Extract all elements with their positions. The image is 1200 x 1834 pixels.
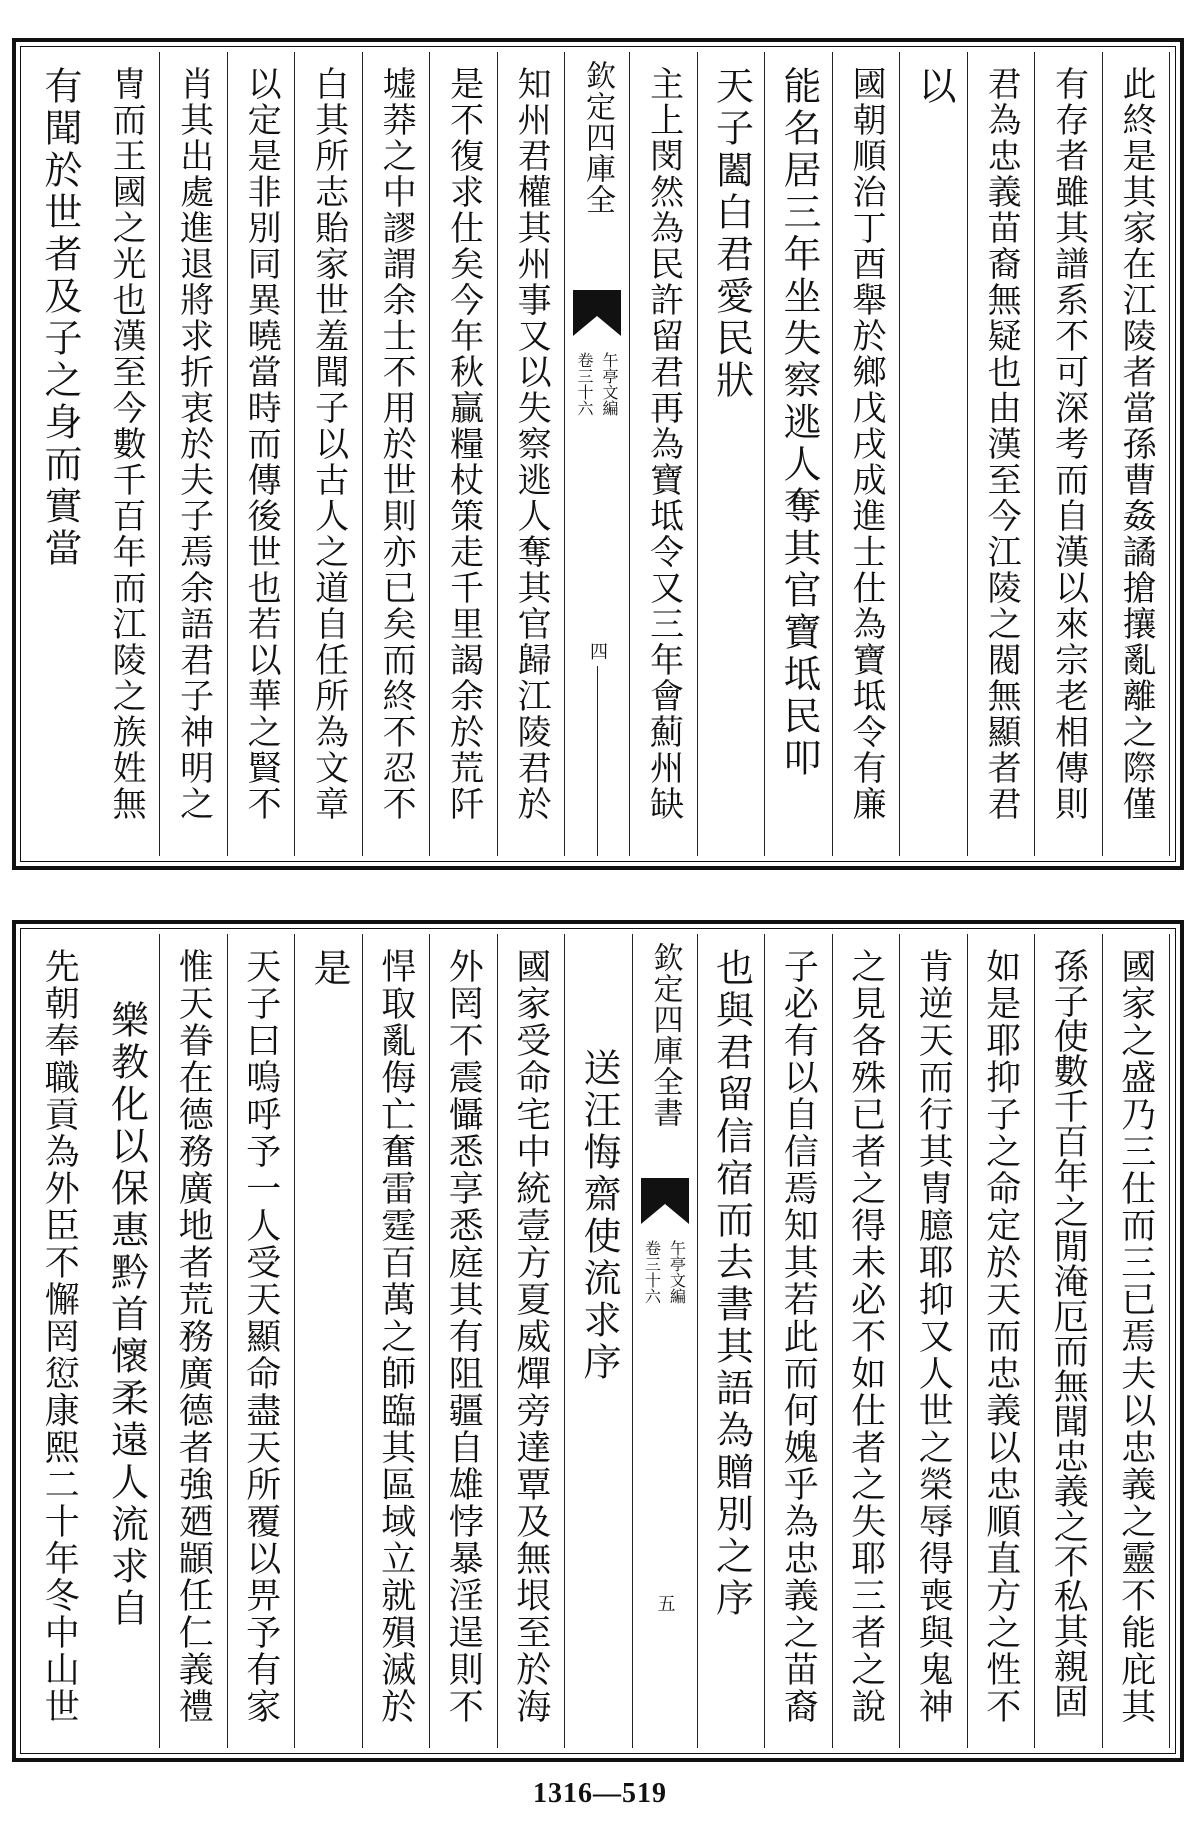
text-column xyxy=(630,52,698,856)
center-subtitle xyxy=(573,352,621,416)
text-column xyxy=(1103,934,1171,1748)
top-page-panel xyxy=(12,38,1184,870)
column-text: 白其所志貽家世羞聞子以古人之道自任所為文章 xyxy=(308,66,349,822)
column-text: 惟天眷在德務廣地者荒務廣德者強廼顓任仁義禮 xyxy=(173,948,214,1725)
text-column xyxy=(498,52,566,856)
column-text: 孫子使數千百年之閒淹厄而無聞忠義之不私其親固 xyxy=(1048,948,1089,1718)
text-column xyxy=(26,934,93,1748)
column-text: 天子闔白君愛民狀 xyxy=(709,66,754,402)
text-column xyxy=(900,934,968,1748)
center-subtitle-work: 午亭文編 xyxy=(600,352,619,416)
column-text: 能名居三年坐失察逃人奪其官寶坻民叩 xyxy=(777,66,822,780)
column-text: 樂教化以保惠黔首懷柔遠人流求自 xyxy=(104,1000,149,1630)
column-text: 外罔不震懾悉享悉庭其有阻疆自雄悖暴淫逞則不 xyxy=(443,948,484,1725)
center-leaf-number: 四 xyxy=(587,642,608,660)
column-text: 肖其出處進退將求折衷於夫子焉余語君子神明之 xyxy=(173,66,214,822)
text-column xyxy=(968,934,1036,1748)
column-text: 肯逆天而行其冑臆耶抑又人世之榮辱得喪與鬼神 xyxy=(913,948,954,1725)
column-text: 冑而王國之光也漢至今數千百年而江陵之族姓無 xyxy=(106,66,147,822)
text-column xyxy=(363,52,431,856)
column-text: 子必有以自信焉知其若此而何媿乎為忠義之苗裔 xyxy=(778,948,819,1725)
text-column xyxy=(93,934,161,1748)
text-column xyxy=(498,934,566,1748)
column-text: 國家受命宅中統壹方夏威燀旁達覃及無垠至於海 xyxy=(510,948,551,1725)
column-text: 如是耶抑子之命定於天而忠義以忠順直方之性不 xyxy=(980,948,1021,1725)
text-column xyxy=(430,934,498,1748)
column-text: 墟莽之中謬謂余士不用於世則亦已矣而終不忍不 xyxy=(376,66,417,822)
text-column xyxy=(833,934,901,1748)
text-column xyxy=(93,52,161,856)
column-text: 之見各殊已者之得未必不如仕者之失耶三者之說 xyxy=(845,948,886,1725)
column-text: 以 xyxy=(912,66,957,108)
text-column xyxy=(295,52,363,856)
center-leaf-number: 五 xyxy=(654,1594,676,1612)
center-fold-column xyxy=(565,52,630,856)
column-text: 此終是其家在江陵者當孫曹姦譎搶攘亂離之際僅 xyxy=(1116,66,1157,822)
center-subtitle-juan: 卷三十六 xyxy=(575,352,594,416)
center-subtitle-juan: 卷三十六 xyxy=(642,1240,662,1304)
text-column xyxy=(1103,52,1171,856)
text-column xyxy=(698,934,766,1748)
text-column xyxy=(160,52,228,856)
text-column xyxy=(26,52,93,856)
column-text: 君為忠義苗裔無疑也由漢至今江陵之閥無顯者君 xyxy=(981,66,1022,822)
column-text: 天子曰嗚呼予一人受天顯命盡天所覆以畀予有家 xyxy=(240,948,281,1725)
column-text: 以定是非別同異曉當時而傳後世也若以華之賢不 xyxy=(241,66,282,822)
column-text: 先朝奉職貢為外臣不懈罔愆康熙二十年冬中山世 xyxy=(39,948,80,1725)
text-column xyxy=(900,52,968,856)
bottom-columns xyxy=(26,934,1170,1748)
center-subtitle-work: 午亭文編 xyxy=(667,1240,687,1304)
column-text: 悍取亂侮亡奮雷霆百萬之師臨其區域立就殞滅於 xyxy=(375,948,416,1725)
text-column xyxy=(765,934,833,1748)
text-column xyxy=(765,52,833,856)
text-column xyxy=(565,934,633,1748)
text-column xyxy=(833,52,901,856)
column-text: 知州君權其州事又以失察逃人奪其官歸江陵君於 xyxy=(511,66,552,822)
center-fold-column xyxy=(633,934,698,1748)
column-text: 有聞於世者及子之身而實當 xyxy=(38,66,83,570)
text-column xyxy=(968,52,1036,856)
essay-title: 送汪悔齋使流求序 xyxy=(577,1048,622,1384)
column-text: 也與君留信宿而去書其語為贈別之序 xyxy=(709,948,754,1620)
column-text: 主上閔然為民許留君再為寶坻令又三年會薊州缺 xyxy=(643,66,684,822)
center-subtitle xyxy=(641,1240,689,1304)
text-column xyxy=(698,52,766,856)
text-column xyxy=(160,934,228,1748)
center-rule xyxy=(597,666,598,856)
bottom-page-panel xyxy=(12,920,1184,1762)
text-column xyxy=(228,934,296,1748)
column-text: 國朝順治丁酉舉於鄉戊戌成進士仕為寶坻令有廉 xyxy=(846,66,887,822)
center-book-title: 欽定四庫全書 xyxy=(647,942,683,1128)
fish-tail-ornament xyxy=(573,290,621,336)
column-text: 是 xyxy=(307,948,352,990)
column-text: 國家之盛乃三仕而三已焉夫以忠義之靈不能庇其 xyxy=(1115,948,1156,1725)
center-book-title: 欽定四庫全 xyxy=(580,60,615,215)
fish-tail-ornament xyxy=(641,1178,689,1224)
text-column xyxy=(295,934,363,1748)
top-columns xyxy=(26,52,1170,856)
text-column xyxy=(1035,52,1103,856)
column-text: 有存者雖其譜系不可深考而自漢以來宗老相傳則 xyxy=(1048,66,1089,822)
page-number: 1316—519 xyxy=(533,1778,667,1809)
column-text: 是不復求仕矣今年秋贏糧杖策走千里謁余於荒阡 xyxy=(443,66,484,822)
text-column xyxy=(228,52,296,856)
text-column xyxy=(363,934,431,1748)
text-column xyxy=(1035,934,1103,1748)
text-column xyxy=(430,52,498,856)
